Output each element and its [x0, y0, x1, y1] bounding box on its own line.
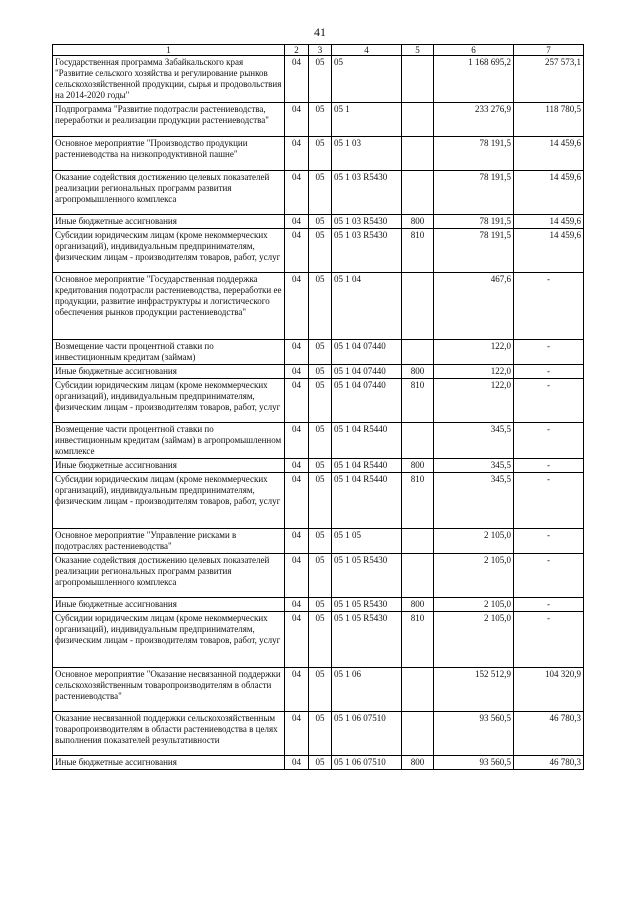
row-expense-type: 810	[402, 229, 434, 273]
row-target-article: 05 1 04	[332, 273, 402, 340]
row-value-col7: 104 320,9	[514, 668, 584, 712]
row-target-article: 05 1 06 07510	[332, 756, 402, 770]
row-name: Иные бюджетные ассигнования	[53, 215, 285, 229]
row-subsection: 05	[309, 215, 332, 229]
table-row	[53, 554, 584, 598]
row-target-article: 05 1 04 07440	[332, 379, 402, 423]
row-value-col6: 152 512,9	[434, 668, 514, 712]
row-section: 04	[285, 668, 309, 712]
row-name: Основное мероприятие "Государственная поддержка кредитования подотрасли растениеводства, переработки ее продукции, развитие инфраструктуры и логистического обеспечения рынков продукции растениеводства"	[53, 273, 285, 340]
row-value-col7: -	[514, 340, 584, 365]
table-row	[53, 612, 584, 668]
row-expense-type	[402, 529, 434, 554]
row-name: Основное мероприятие "Оказание несвязанной поддержки сельскохозяйственным товаропроизводителям в области растениеводства"	[53, 668, 285, 712]
table-row	[53, 365, 584, 379]
row-target-article: 05 1 05 R5430	[332, 554, 402, 598]
row-section: 04	[285, 379, 309, 423]
row-section: 04	[285, 612, 309, 668]
row-value-col6: 2 105,0	[434, 612, 514, 668]
table-row	[53, 473, 584, 529]
column-header: 2	[285, 45, 309, 56]
column-header: 5	[402, 45, 434, 56]
table-row	[53, 137, 584, 171]
row-target-article: 05 1 04 R5440	[332, 473, 402, 529]
row-subsection: 05	[309, 171, 332, 215]
row-value-col7: -	[514, 598, 584, 612]
row-value-col7: -	[514, 423, 584, 459]
table-row	[53, 598, 584, 612]
row-name: Иные бюджетные ассигнования	[53, 459, 285, 473]
header-row	[53, 45, 584, 56]
row-value-col6: 233 276,9	[434, 103, 514, 137]
row-value-col7: 46 780,3	[514, 756, 584, 770]
row-name: Иные бюджетные ассигнования	[53, 756, 285, 770]
row-subsection: 05	[309, 668, 332, 712]
row-value-col6: 345,5	[434, 473, 514, 529]
table-row	[53, 756, 584, 770]
row-name: Оказание содействия достижению целевых показателей реализации региональных программ развития агропромышленного комплекса	[53, 554, 285, 598]
row-expense-type	[402, 273, 434, 340]
row-value-col7: -	[514, 365, 584, 379]
row-value-col6: 467,6	[434, 273, 514, 340]
row-name: Субсидии юридическим лицам (кроме некоммерческих организаций), индивидуальным предпринимателям, физическим лицам - производителям товаров, работ, услуг	[53, 612, 285, 668]
row-expense-type	[402, 712, 434, 756]
row-name: Основное мероприятие "Производство продукции растениеводства на низкопродуктивной пашне"	[53, 137, 285, 171]
row-expense-type: 810	[402, 612, 434, 668]
row-target-article: 05 1 05 R5430	[332, 598, 402, 612]
budget-table	[52, 44, 584, 770]
row-value-col6: 122,0	[434, 379, 514, 423]
row-name: Оказание несвязанной поддержки сельскохозяйственным товаропроизводителям в области растениеводства в целях выполнения показателей результативности	[53, 712, 285, 756]
row-subsection: 05	[309, 554, 332, 598]
row-subsection: 05	[309, 598, 332, 612]
row-name: Иные бюджетные ассигнования	[53, 365, 285, 379]
row-name: Субсидии юридическим лицам (кроме некоммерческих организаций), индивидуальным предпринимателям, физическим лицам - производителям товаров, работ, услуг	[53, 379, 285, 423]
row-target-article: 05 1 05	[332, 529, 402, 554]
row-value-col6: 1 168 695,2	[434, 56, 514, 103]
row-expense-type: 800	[402, 215, 434, 229]
row-value-col6: 2 105,0	[434, 529, 514, 554]
row-subsection: 05	[309, 273, 332, 340]
column-header: 7	[514, 45, 584, 56]
row-subsection: 05	[309, 340, 332, 365]
row-name: Субсидии юридическим лицам (кроме некоммерческих организаций), индивидуальным предпринимателям, физическим лицам - производителям товаров, работ, услуг	[53, 473, 285, 529]
row-name: Государственная программа Забайкальского края "Развитие сельского хозяйства и регулирование рынков сельскохозяйственной продукции, сырья и продовольствия на 2014-2020 годы"	[53, 56, 285, 103]
table-row	[53, 668, 584, 712]
row-subsection: 05	[309, 612, 332, 668]
row-section: 04	[285, 529, 309, 554]
row-name: Субсидии юридическим лицам (кроме некоммерческих организаций), индивидуальным предпринимателям, физическим лицам - производителям товаров, работ, услуг	[53, 229, 285, 273]
page-number: 41	[314, 25, 326, 39]
table-row	[53, 423, 584, 459]
row-expense-type: 810	[402, 473, 434, 529]
row-subsection: 05	[309, 473, 332, 529]
table-row	[53, 215, 584, 229]
row-value-col7: -	[514, 554, 584, 598]
row-target-article: 05 1 05 R5430	[332, 612, 402, 668]
row-target-article: 05 1 06 07510	[332, 712, 402, 756]
row-name: Оказание содействия достижению целевых показателей реализации региональных программ развития агропромышленного комплекса	[53, 171, 285, 215]
column-header: 4	[332, 45, 402, 56]
row-section: 04	[285, 365, 309, 379]
row-value-col7: -	[514, 529, 584, 554]
row-expense-type	[402, 137, 434, 171]
row-target-article: 05 1	[332, 103, 402, 137]
column-header: 1	[53, 45, 285, 56]
row-section: 04	[285, 103, 309, 137]
row-expense-type	[402, 423, 434, 459]
row-expense-type	[402, 171, 434, 215]
row-section: 04	[285, 598, 309, 612]
row-value-col6: 78 191,5	[434, 171, 514, 215]
row-value-col7: -	[514, 473, 584, 529]
row-value-col6: 345,5	[434, 423, 514, 459]
row-value-col6: 78 191,5	[434, 215, 514, 229]
row-target-article: 05 1 03 R5430	[332, 215, 402, 229]
row-subsection: 05	[309, 423, 332, 459]
row-target-article: 05 1 03 R5430	[332, 171, 402, 215]
row-expense-type: 800	[402, 598, 434, 612]
row-target-article: 05	[332, 56, 402, 103]
row-section: 04	[285, 473, 309, 529]
row-value-col7: 14 459,6	[514, 137, 584, 171]
row-value-col6: 93 560,5	[434, 756, 514, 770]
column-header: 3	[309, 45, 332, 56]
row-target-article: 05 1 03 R5430	[332, 229, 402, 273]
row-target-article: 05 1 06	[332, 668, 402, 712]
row-section: 04	[285, 137, 309, 171]
row-target-article: 05 1 04 07440	[332, 365, 402, 379]
row-subsection: 05	[309, 756, 332, 770]
row-target-article: 05 1 04 07440	[332, 340, 402, 365]
table-row	[53, 229, 584, 273]
row-name: Основное мероприятие "Управление рисками в подотраслях растениеводства"	[53, 529, 285, 554]
row-name: Возмещение части процентной ставки по инвестиционным кредитам (займам) в агропромышленном комплексе	[53, 423, 285, 459]
row-value-col6: 2 105,0	[434, 554, 514, 598]
table-row	[53, 712, 584, 756]
row-subsection: 05	[309, 529, 332, 554]
row-section: 04	[285, 712, 309, 756]
row-expense-type	[402, 554, 434, 598]
row-name: Возмещение части процентной ставки по инвестиционным кредитам (займам)	[53, 340, 285, 365]
row-value-col7: 14 459,6	[514, 229, 584, 273]
row-subsection: 05	[309, 103, 332, 137]
row-section: 04	[285, 273, 309, 340]
row-value-col7: 14 459,6	[514, 215, 584, 229]
table-row	[53, 171, 584, 215]
row-value-col7: -	[514, 612, 584, 668]
row-subsection: 05	[309, 459, 332, 473]
row-section: 04	[285, 340, 309, 365]
row-subsection: 05	[309, 712, 332, 756]
row-value-col6: 345,5	[434, 459, 514, 473]
row-subsection: 05	[309, 365, 332, 379]
table-row	[53, 56, 584, 103]
row-value-col7: 118 780,5	[514, 103, 584, 137]
row-section: 04	[285, 459, 309, 473]
row-target-article: 05 1 04 R5440	[332, 423, 402, 459]
row-expense-type: 810	[402, 379, 434, 423]
row-section: 04	[285, 756, 309, 770]
row-value-col6: 78 191,5	[434, 137, 514, 171]
row-expense-type	[402, 103, 434, 137]
row-expense-type: 800	[402, 365, 434, 379]
row-value-col7: -	[514, 273, 584, 340]
table-row	[53, 273, 584, 340]
row-subsection: 05	[309, 56, 332, 103]
row-value-col6: 93 560,5	[434, 712, 514, 756]
table-row	[53, 529, 584, 554]
row-expense-type	[402, 340, 434, 365]
row-section: 04	[285, 171, 309, 215]
row-value-col6: 122,0	[434, 365, 514, 379]
row-expense-type	[402, 668, 434, 712]
row-section: 04	[285, 215, 309, 229]
row-name: Иные бюджетные ассигнования	[53, 598, 285, 612]
row-section: 04	[285, 423, 309, 459]
row-section: 04	[285, 56, 309, 103]
row-value-col7: 14 459,6	[514, 171, 584, 215]
row-value-col6: 122,0	[434, 340, 514, 365]
row-subsection: 05	[309, 229, 332, 273]
row-expense-type: 800	[402, 459, 434, 473]
table-row	[53, 340, 584, 365]
table-row	[53, 379, 584, 423]
row-value-col7: 257 573,1	[514, 56, 584, 103]
row-value-col6: 78 191,5	[434, 229, 514, 273]
row-section: 04	[285, 554, 309, 598]
row-value-col6: 2 105,0	[434, 598, 514, 612]
row-value-col7: 46 780,3	[514, 712, 584, 756]
row-name: Подпрограмма "Развитие подотрасли растениеводства, переработки и реализации продукции растениеводства"	[53, 103, 285, 137]
row-value-col7: -	[514, 459, 584, 473]
row-expense-type	[402, 56, 434, 103]
column-header: 6	[434, 45, 514, 56]
row-value-col7: -	[514, 379, 584, 423]
table-row	[53, 459, 584, 473]
row-subsection: 05	[309, 379, 332, 423]
row-section: 04	[285, 229, 309, 273]
row-expense-type: 800	[402, 756, 434, 770]
row-target-article: 05 1 03	[332, 137, 402, 171]
table-row	[53, 103, 584, 137]
row-target-article: 05 1 04 R5440	[332, 459, 402, 473]
row-subsection: 05	[309, 137, 332, 171]
